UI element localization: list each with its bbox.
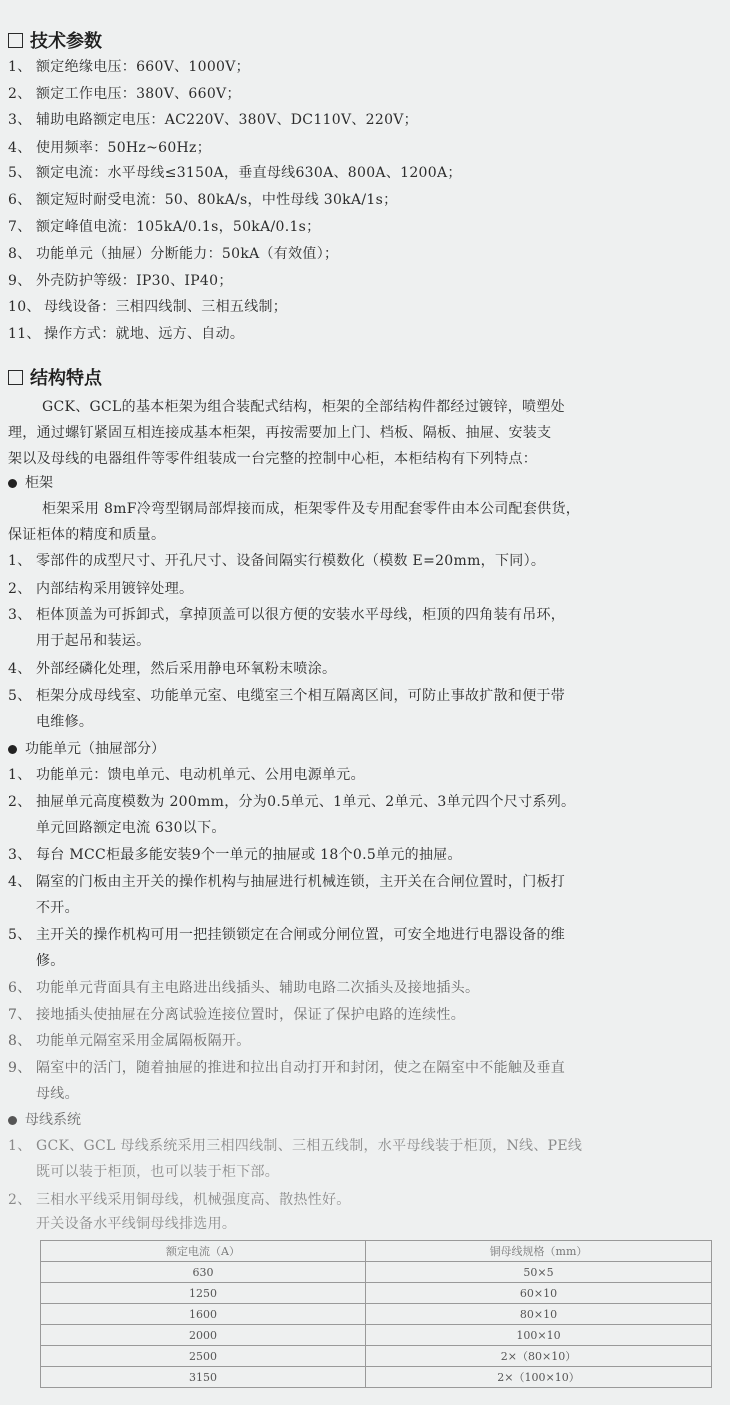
bus-item-1: 1、 GCK、GCL 母线系统采用三相四线制、三相五线制，水平母线装于柜顶，N线、PE线 bbox=[8, 1138, 583, 1154]
table-cell: 630 bbox=[41, 1262, 366, 1283]
func-item-9: 9、 隔室中的活门，随着抽屉的推进和拉出自动打开和封闭，使之在隔室中不能触及垂直 bbox=[8, 1060, 566, 1076]
frame-item-3: 3、 柜体顶盖为可拆卸式，拿掉顶盖可以很方便的安装水平母线，柜顶的四角装有吊环， bbox=[8, 607, 566, 623]
section-title-structure: 结构特点 bbox=[8, 364, 102, 390]
bullet-icon bbox=[8, 479, 17, 488]
table-row bbox=[41, 1325, 712, 1346]
intro-line-2: 理，通过螺钉紧固互相连接成基本柜架，再按需要加上门、档板、隔板、抽屉、安装支 bbox=[8, 425, 552, 441]
table-row bbox=[41, 1346, 712, 1367]
table-cell: 60×10 bbox=[366, 1283, 712, 1304]
func-item-3: 3、 每台 MCC柜最多能安装9个一单元的抽屉或 18个0.5单元的抽屉。 bbox=[8, 847, 462, 863]
table-cell: 2×（100×10） bbox=[366, 1367, 712, 1388]
table-row bbox=[41, 1283, 712, 1304]
table-header-cell: 铜母线规格（mm） bbox=[366, 1241, 712, 1262]
frame-item-2: 2、 内部结构采用镀锌处理。 bbox=[8, 581, 194, 597]
func-item-4-cont: 不开。 bbox=[36, 900, 79, 916]
checkbox-square-icon bbox=[8, 33, 23, 48]
frame-para-2: 保证柜体的精度和质量。 bbox=[8, 527, 166, 543]
intro-line-3: 架以及母线的电器组件等零件组装成一台完整的控制中心柜，本柜结构有下列特点： bbox=[8, 451, 538, 467]
bus-item-2: 2、 三相水平线采用铜母线，机械强度高、散热性好。 bbox=[8, 1192, 351, 1208]
bullet-icon bbox=[8, 745, 17, 754]
func-item-4: 4、 隔室的门板由主开关的操作机构与抽屉进行机械连锁，主开关在合闸位置时，门板打 bbox=[8, 874, 566, 890]
bullet-icon bbox=[8, 1116, 17, 1125]
tech-item: 6、 额定短时耐受电流：50、80kA/s，中性母线 30kA/1s； bbox=[8, 192, 398, 208]
bus-item-2-cont: 开关设备水平线铜母线排选用。 bbox=[36, 1216, 237, 1232]
subsection-function-unit: 功能单元（抽屉部分） bbox=[8, 739, 165, 759]
table-cell: 80×10 bbox=[366, 1304, 712, 1325]
func-item-7: 7、 接地插头使抽屉在分离试验连接位置时，保证了保护电路的连续性。 bbox=[8, 1007, 465, 1023]
bus-item-1-cont: 既可以装于柜顶，也可以装于柜下部。 bbox=[36, 1164, 280, 1180]
table-cell: 2000 bbox=[41, 1325, 366, 1346]
tech-item: 3、 辅助电路额定电压：AC220V、380V、DC110V、220V； bbox=[8, 112, 418, 128]
func-item-9-cont: 母线。 bbox=[36, 1086, 79, 1102]
intro-line-1: GCK、GCL的基本柜架为组合装配式结构，柜架的全部结构件都经过镀锌，喷塑处 bbox=[42, 399, 565, 415]
func-item-8: 8、 功能单元隔室采用金属隔板隔开。 bbox=[8, 1033, 251, 1049]
tech-item: 1、 额定绝缘电压：660V、1000V； bbox=[8, 59, 250, 75]
tech-item: 9、 外壳防护等级：IP30、IP40； bbox=[8, 273, 233, 289]
table-cell: 50×5 bbox=[366, 1262, 712, 1283]
frame-item-5: 5、 柜架分成母线室、功能单元室、电缆室三个相互隔离区间，可防止事故扩散和便于带 bbox=[8, 688, 566, 704]
table-cell: 3150 bbox=[41, 1367, 366, 1388]
func-item-2: 2、 抽屉单元高度模数为 200mm，分为0.5单元、1单元、2单元、3单元四个尺寸系列。 bbox=[8, 794, 576, 810]
table-row bbox=[41, 1262, 712, 1283]
section-title-tech: 技术参数 bbox=[8, 27, 102, 53]
table-cell: 1600 bbox=[41, 1304, 366, 1325]
table-cell: 100×10 bbox=[366, 1325, 712, 1346]
table-header-row bbox=[41, 1241, 712, 1262]
checkbox-square-icon bbox=[8, 370, 23, 385]
tech-item: 10、 母线设备：三相四线制、三相五线制； bbox=[8, 299, 288, 315]
tech-item: 7、 额定峰值电流：105kA/0.1s，50kA/0.1s； bbox=[8, 219, 321, 235]
table-row bbox=[41, 1304, 712, 1325]
table-row bbox=[41, 1367, 712, 1388]
tech-item: 4、 使用频率：50Hz~60Hz； bbox=[8, 140, 212, 156]
subsection-frame: 柜架 bbox=[8, 473, 53, 493]
frame-item-4: 4、 外部经磷化处理，然后采用静电环氧粉末喷涂。 bbox=[8, 661, 337, 677]
tech-item: 8、 功能单元（抽屉）分断能力：50kA（有效值）； bbox=[8, 246, 339, 262]
frame-item-5-cont: 电维修。 bbox=[36, 714, 94, 730]
func-item-1: 1、 功能单元：馈电单元、电动机单元、公用电源单元。 bbox=[8, 767, 365, 783]
func-item-5: 5、 主开关的操作机构可用一把挂锁锁定在合闸或分闸位置，可安全地进行电器设备的维 bbox=[8, 927, 566, 943]
table-cell: 2500 bbox=[41, 1346, 366, 1367]
frame-para-1: 柜架采用 8mF冷弯型钢局部焊接而成，柜架零件及专用配套零件由本公司配套供货， bbox=[42, 501, 581, 517]
tech-item: 11、 操作方式：就地、远方、自动。 bbox=[8, 326, 245, 342]
func-item-5-cont: 修。 bbox=[36, 953, 65, 969]
func-item-6: 6、 功能单元背面具有主电路进出线插头、辅助电路二次插头及接地插头。 bbox=[8, 980, 480, 996]
frame-item-1: 1、 零部件的成型尺寸、开孔尺寸、设备间隔实行模数化（模数 E=20mm，下同）。 bbox=[8, 553, 546, 569]
busbar-spec-table bbox=[40, 1240, 712, 1388]
func-item-2-cont: 单元回路额定电流 630以下。 bbox=[36, 820, 226, 836]
tech-item: 2、 额定工作电压：380V、660V； bbox=[8, 86, 241, 102]
tech-item: 5、 额定电流：水平母线≤3150A，垂直母线630A、800A、1200A； bbox=[8, 165, 462, 181]
table-cell: 2×（80×10） bbox=[366, 1346, 712, 1367]
table-header-cell: 额定电流（A） bbox=[41, 1241, 366, 1262]
subsection-bus-system: 母线系统 bbox=[8, 1110, 81, 1130]
table-cell: 1250 bbox=[41, 1283, 366, 1304]
frame-item-3-cont: 用于起吊和装运。 bbox=[36, 633, 151, 649]
